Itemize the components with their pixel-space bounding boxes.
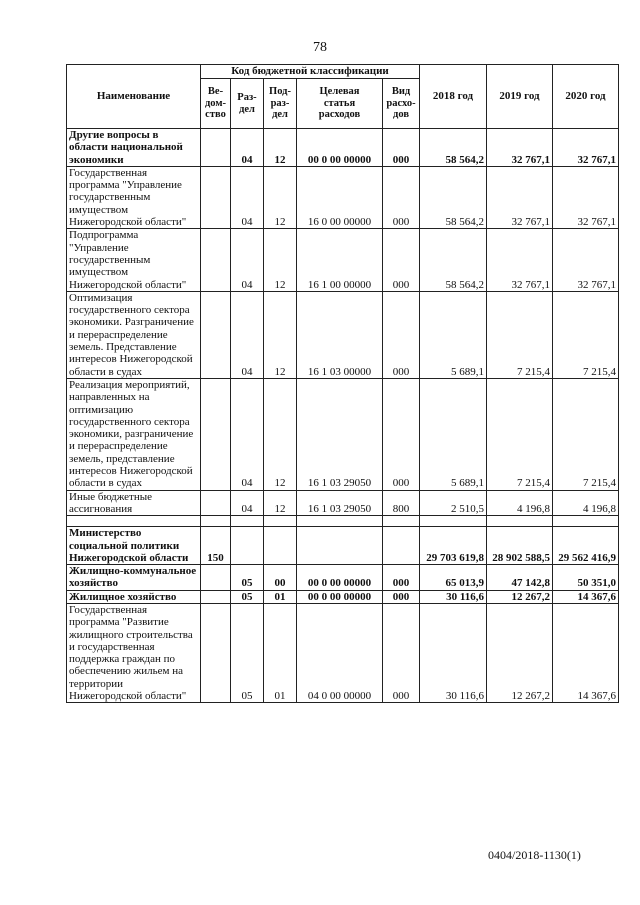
row-value-2018: 65 013,9 [420,565,487,591]
row-razdel: 04 [231,229,264,291]
header-razdel: Раз- дел [231,79,264,129]
table-row [67,378,619,490]
header-vid-rashodov: Вид расхо- дов [383,79,420,129]
row-razdel: 04 [231,291,264,378]
row-value-2019: 7 215,4 [487,291,553,378]
document-code: 0404/2018-1130(1) [488,848,581,862]
row-value-2019: 12 267,2 [487,590,553,603]
row-value-2020: 32 767,1 [553,129,619,167]
table-row [67,527,619,565]
row-vid-rashodov: 000 [383,291,420,378]
row-razdel: 04 [231,378,264,490]
row-vid-rashodov: 000 [383,378,420,490]
row-podrazdel: 01 [264,590,297,603]
row-celevaya-statya: 16 1 03 00000 [297,291,383,378]
row-razdel: 05 [231,565,264,591]
row-podrazdel: 12 [264,166,297,228]
row-value-2020: 50 351,0 [553,565,619,591]
table-row [67,129,619,167]
row-celevaya-statya: 16 0 00 00000 [297,166,383,228]
row-podrazdel: 12 [264,378,297,490]
table-row [67,229,619,291]
row-name: Жилищное хозяйство [67,590,201,603]
table-row-spacer [67,516,619,527]
row-celevaya-statya: 04 0 00 00000 [297,603,383,702]
header-vedomstvo: Ве- дом- ство [201,79,231,129]
row-vedomstvo [201,565,231,591]
row-name: Государственная программа "Управление государственным имуществом Нижегородской области" [67,166,201,228]
row-celevaya-statya: 00 0 00 00000 [297,590,383,603]
row-name: Государственная программа "Развитие жилищного строительства и государственная поддержка граждан по обеспечению жильем на территории Нижегородской области" [67,603,201,702]
row-vedomstvo [201,490,231,516]
row-value-2019: 32 767,1 [487,229,553,291]
table-body [67,129,619,703]
row-celevaya-statya: 16 1 03 29050 [297,490,383,516]
row-value-2018: 5 689,1 [420,378,487,490]
table-row [67,565,619,591]
row-name: Жилищно-коммунальное хозяйство [67,565,201,591]
row-vedomstvo [201,291,231,378]
row-vedomstvo: 150 [201,527,231,565]
row-value-2018: 30 116,6 [420,590,487,603]
row-vedomstvo [201,229,231,291]
row-vid-rashodov: 000 [383,565,420,591]
row-value-2018: 30 116,6 [420,603,487,702]
row-celevaya-statya: 00 0 00 00000 [297,129,383,167]
row-value-2019: 32 767,1 [487,166,553,228]
row-celevaya-statya: 16 1 00 00000 [297,229,383,291]
row-razdel: 05 [231,590,264,603]
row-value-2020: 14 367,6 [553,590,619,603]
row-value-2020: 32 767,1 [553,229,619,291]
budget-table [66,64,619,703]
table-row [67,590,619,603]
row-podrazdel: 01 [264,603,297,702]
row-value-2019: 32 767,1 [487,129,553,167]
row-vid-rashodov: 000 [383,166,420,228]
row-value-2020: 7 215,4 [553,378,619,490]
row-vid-rashodov: 000 [383,129,420,167]
table-header [67,65,619,129]
row-celevaya-statya: 16 1 03 29050 [297,378,383,490]
header-name: Наименование [67,65,201,129]
table-row [67,166,619,228]
row-razdel: 04 [231,490,264,516]
row-vedomstvo [201,129,231,167]
header-classification-group: Код бюджетной классификации [201,65,420,79]
row-value-2018: 58 564,2 [420,166,487,228]
row-podrazdel: 12 [264,490,297,516]
row-value-2018: 58 564,2 [420,129,487,167]
header-celevaya-statya: Целевая статья расходов [297,79,383,129]
row-podrazdel [264,527,297,565]
row-celevaya-statya: 00 0 00 00000 [297,565,383,591]
row-value-2020: 32 767,1 [553,166,619,228]
row-value-2019: 12 267,2 [487,603,553,702]
row-razdel: 05 [231,603,264,702]
row-vid-rashodov: 000 [383,229,420,291]
row-vedomstvo [201,166,231,228]
row-podrazdel: 12 [264,291,297,378]
row-razdel: 04 [231,129,264,167]
row-name: Другие вопросы в области национальной экономики [67,129,201,167]
row-name: Оптимизация государственного сектора экономики. Разграничение и перераспределение земель. Представление интересов Нижегородской области в судах [67,291,201,378]
row-vid-rashodov: 000 [383,603,420,702]
row-name: Подпрограмма "Управление государственным имуществом Нижегородской области" [67,229,201,291]
table-row [67,490,619,516]
row-podrazdel: 00 [264,565,297,591]
header-year-2020: 2020 год [553,65,619,129]
header-year-2018: 2018 год [420,65,487,129]
row-celevaya-statya [297,527,383,565]
row-value-2020: 14 367,6 [553,603,619,702]
table-row [67,603,619,702]
header-year-2019: 2019 год [487,65,553,129]
row-name: Министерство социальной политики Нижегородской области [67,527,201,565]
row-vedomstvo [201,603,231,702]
page-number: 78 [313,40,327,55]
row-vid-rashodov: 000 [383,590,420,603]
row-value-2019: 28 902 588,5 [487,527,553,565]
table-row [67,291,619,378]
row-value-2020: 29 562 416,9 [553,527,619,565]
row-podrazdel: 12 [264,229,297,291]
row-value-2020: 4 196,8 [553,490,619,516]
header-podrazdel: Под- раз- дел [264,79,297,129]
row-value-2018: 2 510,5 [420,490,487,516]
row-value-2019: 47 142,8 [487,565,553,591]
row-value-2019: 7 215,4 [487,378,553,490]
row-razdel [231,527,264,565]
row-vedomstvo [201,378,231,490]
row-razdel: 04 [231,166,264,228]
row-vedomstvo [201,590,231,603]
row-vid-rashodov [383,527,420,565]
row-vid-rashodov: 800 [383,490,420,516]
row-name: Иные бюджетные ассигнования [67,490,201,516]
row-podrazdel: 12 [264,129,297,167]
row-value-2019: 4 196,8 [487,490,553,516]
row-value-2018: 29 703 619,8 [420,527,487,565]
row-value-2020: 7 215,4 [553,291,619,378]
row-value-2018: 5 689,1 [420,291,487,378]
row-name: Реализация мероприятий, направленных на оптимизацию государственного сектора экономики, разграничение и перераспределение земель, представление интересов Нижегородской области в судах [67,378,201,490]
row-value-2018: 58 564,2 [420,229,487,291]
